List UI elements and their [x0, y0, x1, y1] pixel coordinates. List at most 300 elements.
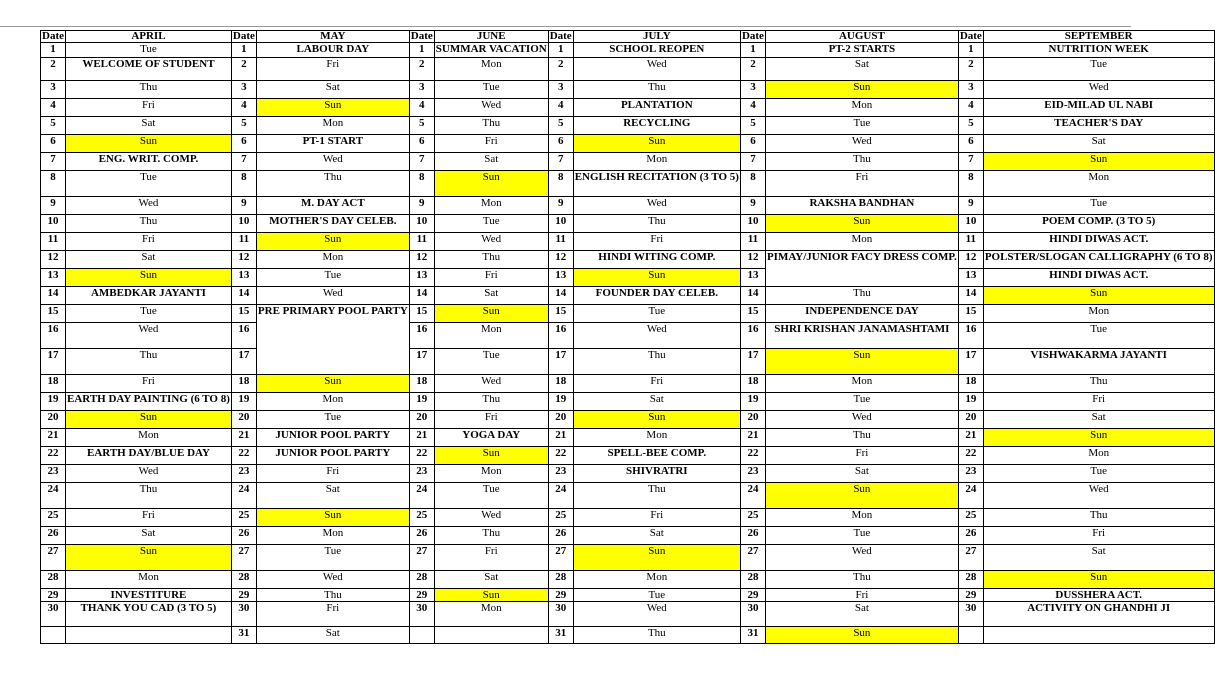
date-cell: 12	[740, 251, 765, 269]
date-cell: 15	[740, 305, 765, 323]
weekday-cell: Thu	[256, 171, 409, 197]
sunday-highlight-cell: Sun	[573, 269, 740, 287]
weekday-cell: Wed	[434, 233, 548, 251]
sunday-highlight-cell: Sun	[765, 483, 958, 509]
event-cell: SPELL-BEE COMP.	[573, 447, 740, 465]
event-cell: JUNIOR POOL PARTY	[256, 447, 409, 465]
weekday-cell: Fri	[573, 375, 740, 393]
event-cell: YOGA DAY	[434, 429, 548, 447]
date-cell: 15	[958, 305, 983, 323]
month-header-april: APRIL	[66, 31, 232, 43]
calendar-row	[41, 43, 1215, 58]
weekday-cell: Tue	[256, 411, 409, 429]
date-cell: 1	[548, 43, 573, 58]
date-cell: 4	[409, 99, 434, 117]
event-cell: POLSTER/SLOGAN CALLIGRAPHY (6 TO 8)	[983, 251, 1214, 269]
weekday-cell: Thu	[765, 287, 958, 305]
date-cell: 13	[409, 269, 434, 287]
date-cell: 7	[231, 153, 256, 171]
date-cell: 23	[958, 465, 983, 483]
date-cell: 25	[740, 509, 765, 527]
date-cell: 8	[740, 171, 765, 197]
calendar-row	[41, 571, 1215, 589]
sunday-highlight-cell: Sun	[983, 287, 1214, 305]
date-cell: 10	[409, 215, 434, 233]
date-cell: 15	[231, 305, 256, 323]
weekday-cell: Tue	[434, 483, 548, 509]
date-cell: 4	[740, 99, 765, 117]
date-cell: 8	[231, 171, 256, 197]
date-cell: 26	[409, 527, 434, 545]
weekday-cell: Wed	[983, 483, 1214, 509]
weekday-cell: Fri	[983, 527, 1214, 545]
weekday-cell: Tue	[983, 323, 1214, 349]
date-cell: 6	[548, 135, 573, 153]
date-cell: 31	[231, 627, 256, 644]
weekday-cell: Sat	[434, 153, 548, 171]
date-cell: 14	[740, 287, 765, 305]
school-calendar-table	[40, 30, 1215, 644]
date-cell: 16	[958, 323, 983, 349]
calendar-row	[41, 483, 1215, 509]
weekday-cell: Sat	[434, 571, 548, 589]
weekday-cell: Wed	[256, 287, 409, 305]
weekday-cell: Wed	[983, 81, 1214, 99]
event-cell: JUNIOR POOL PARTY	[256, 429, 409, 447]
calendar-row	[41, 269, 1215, 287]
date-cell: 21	[958, 429, 983, 447]
date-cell: 21	[548, 429, 573, 447]
calendar-row	[41, 153, 1215, 171]
weekday-cell: Thu	[573, 81, 740, 99]
weekday-cell: Thu	[983, 509, 1214, 527]
calendar-row	[41, 99, 1215, 117]
calendar-row	[41, 627, 1215, 644]
date-cell: 29	[958, 589, 983, 602]
event-cell: TEACHER'S DAY	[983, 117, 1214, 135]
date-header: Date	[549, 30, 572, 42]
date-cell: 5	[231, 117, 256, 135]
event-cell: M. DAY ACT	[256, 197, 409, 215]
date-cell: 4	[41, 99, 66, 117]
weekday-cell: Fri	[765, 171, 958, 197]
sunday-highlight-cell: Sun	[256, 509, 409, 527]
month-header-august: AUGUST	[765, 31, 958, 43]
date-cell: 15	[409, 305, 434, 323]
event-cell: HINDI DIWAS ACT.	[983, 233, 1214, 251]
date-cell: 10	[231, 215, 256, 233]
calendar-row	[41, 233, 1215, 251]
date-cell: 30	[409, 602, 434, 627]
weekday-cell: Wed	[765, 545, 958, 571]
date-cell: 20	[548, 411, 573, 429]
date-cell: 4	[231, 99, 256, 117]
date-cell: 16	[740, 323, 765, 349]
event-cell: INVESTITURE	[66, 589, 232, 602]
weekday-cell: Thu	[66, 81, 232, 99]
calendar-row	[41, 589, 1215, 602]
weekday-cell: Fri	[434, 411, 548, 429]
event-cell: PLANTATION	[573, 99, 740, 117]
weekday-cell: Mon	[434, 323, 548, 349]
date-cell: 25	[231, 509, 256, 527]
calendar-row	[41, 602, 1215, 627]
calendar-row	[41, 117, 1215, 135]
weekday-cell: Wed	[765, 411, 958, 429]
date-cell: 21	[409, 429, 434, 447]
date-cell: 17	[740, 349, 765, 375]
weekday-cell: Wed	[573, 323, 740, 349]
date-cell: 23	[740, 465, 765, 483]
date-cell: 27	[41, 545, 66, 571]
weekday-cell: Thu	[434, 251, 548, 269]
weekday-cell: Mon	[434, 465, 548, 483]
weekday-cell: Tue	[983, 58, 1214, 81]
date-cell: 26	[548, 527, 573, 545]
weekday-cell: Thu	[66, 215, 232, 233]
date-cell: 20	[958, 411, 983, 429]
date-cell: 20	[41, 411, 66, 429]
date-cell: 16	[409, 323, 434, 349]
weekday-cell: Thu	[765, 429, 958, 447]
date-cell: 19	[548, 393, 573, 411]
weekday-cell: Fri	[66, 99, 232, 117]
date-cell: 7	[409, 153, 434, 171]
weekday-cell: Tue	[983, 197, 1214, 215]
date-cell: 4	[958, 99, 983, 117]
sunday-highlight-cell: Sun	[66, 135, 232, 153]
date-cell: 11	[740, 233, 765, 251]
event-cell: HINDI WITING COMP.	[573, 251, 740, 269]
date-cell: 28	[41, 571, 66, 589]
date-cell: 26	[41, 527, 66, 545]
date-cell: 28	[231, 571, 256, 589]
date-cell: 6	[958, 135, 983, 153]
month-header-september: SEPTEMBER	[983, 31, 1214, 43]
date-cell: 28	[958, 571, 983, 589]
weekday-cell: Tue	[66, 171, 232, 197]
weekday-cell: Fri	[256, 58, 409, 81]
date-cell: 26	[740, 527, 765, 545]
date-cell: 11	[231, 233, 256, 251]
date-cell: 22	[41, 447, 66, 465]
date-cell: 30	[41, 602, 66, 627]
weekday-cell: Thu	[573, 627, 740, 644]
weekday-cell: Wed	[66, 323, 232, 349]
event-cell: PT-2 STARTS	[765, 43, 958, 58]
date-cell: 22	[231, 447, 256, 465]
event-cell: EARTH DAY PAINTING (6 TO 8)	[66, 393, 232, 411]
weekday-cell: Thu	[434, 117, 548, 135]
weekday-cell: Sat	[983, 545, 1214, 571]
weekday-cell: Tue	[66, 305, 232, 323]
date-cell: 26	[958, 527, 983, 545]
month-header-june: JUNE	[434, 31, 548, 43]
month-header-may: MAY	[256, 31, 409, 43]
date-cell: 1	[231, 43, 256, 58]
weekday-cell: Fri	[983, 393, 1214, 411]
date-cell: 15	[548, 305, 573, 323]
sunday-highlight-cell: Sun	[765, 81, 958, 99]
sunday-highlight-cell: Sun	[765, 627, 958, 644]
date-cell: 7	[958, 153, 983, 171]
date-cell: 2	[548, 58, 573, 81]
date-cell: 7	[548, 153, 573, 171]
date-cell: 29	[740, 589, 765, 602]
weekday-cell: Wed	[66, 465, 232, 483]
date-cell: 27	[409, 545, 434, 571]
date-cell: 3	[409, 81, 434, 99]
date-cell: 1	[740, 43, 765, 58]
date-cell: 13	[958, 269, 983, 287]
date-cell: 27	[958, 545, 983, 571]
date-cell: 18	[231, 375, 256, 393]
weekday-cell: Sat	[66, 527, 232, 545]
weekday-cell: Tue	[765, 117, 958, 135]
date-cell: 20	[740, 411, 765, 429]
date-cell: 6	[231, 135, 256, 153]
date-cell: 3	[231, 81, 256, 99]
event-cell: THANK YOU CAD (3 TO 5)	[66, 602, 232, 627]
weekday-cell: Sat	[765, 465, 958, 483]
sunday-highlight-cell: Sun	[765, 215, 958, 233]
date-cell: 26	[231, 527, 256, 545]
date-cell: 9	[740, 197, 765, 215]
date-cell: 18	[41, 375, 66, 393]
event-cell: AMBEDKAR JAYANTI	[66, 287, 232, 305]
date-cell: 29	[548, 589, 573, 602]
date-cell: 17	[548, 349, 573, 375]
event-cell: EID-MILAD UL NABI	[983, 99, 1214, 117]
month-header-july: JULY	[573, 31, 740, 43]
date-cell: 13	[231, 269, 256, 287]
date-cell: 9	[409, 197, 434, 215]
date-cell: 23	[409, 465, 434, 483]
date-cell: 9	[41, 197, 66, 215]
event-cell: PT-1 START	[256, 135, 409, 153]
weekday-cell: Tue	[434, 349, 548, 375]
date-cell: 5	[409, 117, 434, 135]
event-cell: PRE PRIMARY POOL PARTY	[256, 305, 409, 375]
weekday-cell: Tue	[983, 465, 1214, 483]
weekday-cell: Sat	[66, 117, 232, 135]
header-row	[41, 31, 1215, 43]
weekday-cell: Fri	[256, 465, 409, 483]
date-header: Date	[959, 30, 982, 42]
weekday-cell: Tue	[256, 545, 409, 571]
event-cell: MOTHER'S DAY CELEB.	[256, 215, 409, 233]
date-cell: 12	[958, 251, 983, 269]
weekday-cell: Sat	[573, 393, 740, 411]
date-cell: 2	[41, 58, 66, 81]
sunday-highlight-cell: Sun	[765, 349, 958, 375]
calendar-row	[41, 527, 1215, 545]
sunday-highlight-cell: Sun	[983, 571, 1214, 589]
weekday-cell: Wed	[434, 99, 548, 117]
date-cell: 22	[548, 447, 573, 465]
date-cell: 3	[41, 81, 66, 99]
date-cell: 19	[740, 393, 765, 411]
date-cell: 24	[548, 483, 573, 509]
weekday-cell: Thu	[573, 215, 740, 233]
date-cell: 11	[548, 233, 573, 251]
sunday-highlight-cell: Sun	[434, 305, 548, 323]
date-cell: 24	[740, 483, 765, 509]
weekday-cell: Mon	[573, 571, 740, 589]
date-cell: 24	[231, 483, 256, 509]
sunday-highlight-cell: Sun	[256, 233, 409, 251]
date-cell: 15	[41, 305, 66, 323]
date-cell: 24	[409, 483, 434, 509]
date-cell: 21	[231, 429, 256, 447]
event-cell: NUTRITION WEEK	[983, 43, 1214, 58]
date-cell: 8	[41, 171, 66, 197]
weekday-cell: Wed	[256, 153, 409, 171]
date-cell: 8	[548, 171, 573, 197]
weekday-cell: Tue	[256, 269, 409, 287]
sunday-highlight-cell: Sun	[983, 429, 1214, 447]
date-cell: 23	[548, 465, 573, 483]
event-cell: LABOUR DAY	[256, 43, 409, 58]
date-cell: 5	[548, 117, 573, 135]
weekday-cell: Wed	[573, 58, 740, 81]
calendar-row	[41, 545, 1215, 571]
date-cell: 13	[548, 269, 573, 287]
weekday-cell: Fri	[434, 545, 548, 571]
date-cell: 14	[958, 287, 983, 305]
date-cell: 2	[958, 58, 983, 81]
event-cell: SHIVRATRI	[573, 465, 740, 483]
date-cell: 5	[958, 117, 983, 135]
weekday-cell: Sat	[765, 58, 958, 81]
event-cell: DUSSHERA ACT.	[983, 589, 1214, 602]
date-cell	[41, 627, 66, 644]
date-cell: 23	[41, 465, 66, 483]
sunday-highlight-cell: Sun	[573, 545, 740, 571]
date-cell: 11	[409, 233, 434, 251]
event-cell: INDEPENDENCE DAY	[765, 305, 958, 323]
date-header: Date	[410, 30, 433, 42]
date-cell: 8	[409, 171, 434, 197]
date-cell: 29	[41, 589, 66, 602]
weekday-cell: Thu	[434, 527, 548, 545]
date-cell: 16	[548, 323, 573, 349]
date-cell: 20	[231, 411, 256, 429]
date-cell: 18	[740, 375, 765, 393]
weekday-cell: Fri	[765, 447, 958, 465]
weekday-cell: Fri	[573, 233, 740, 251]
calendar-row	[41, 509, 1215, 527]
calendar-row	[41, 171, 1215, 197]
date-cell: 21	[740, 429, 765, 447]
date-cell: 28	[740, 571, 765, 589]
date-cell: 19	[409, 393, 434, 411]
date-cell: 11	[41, 233, 66, 251]
date-cell: 5	[41, 117, 66, 135]
weekday-cell: Fri	[66, 233, 232, 251]
date-cell	[409, 627, 434, 644]
date-cell: 12	[409, 251, 434, 269]
event-cell: ENG. WRIT. COMP.	[66, 153, 232, 171]
weekday-cell: Tue	[66, 43, 232, 58]
date-cell: 8	[958, 171, 983, 197]
date-cell: 16	[231, 323, 256, 349]
event-cell: SHRI KRISHAN JANAMASHTAMI	[765, 323, 958, 349]
date-cell: 14	[548, 287, 573, 305]
date-cell: 4	[548, 99, 573, 117]
date-cell: 28	[409, 571, 434, 589]
sunday-highlight-cell: Sun	[434, 171, 548, 197]
weekday-cell: Thu	[256, 589, 409, 602]
sunday-highlight-cell: Sun	[66, 411, 232, 429]
sunday-highlight-cell: Sun	[983, 153, 1214, 171]
date-cell: 7	[740, 153, 765, 171]
date-cell: 19	[41, 393, 66, 411]
event-cell: HINDI DIWAS ACT.	[983, 269, 1214, 287]
date-cell: 10	[41, 215, 66, 233]
weekday-cell: Wed	[434, 509, 548, 527]
date-cell: 19	[958, 393, 983, 411]
weekday-cell: Sat	[256, 627, 409, 644]
calendar-row	[41, 58, 1215, 81]
date-cell: 17	[231, 349, 256, 375]
weekday-cell: Sat	[256, 81, 409, 99]
date-cell: 20	[409, 411, 434, 429]
date-cell: 24	[958, 483, 983, 509]
event-cell: POEM COMP. (3 TO 5)	[983, 215, 1214, 233]
date-cell: 18	[409, 375, 434, 393]
calendar-row	[41, 411, 1215, 429]
date-cell: 10	[958, 215, 983, 233]
weekday-cell: Fri	[256, 602, 409, 627]
date-cell: 12	[41, 251, 66, 269]
date-cell: 27	[740, 545, 765, 571]
weekday-cell: Mon	[66, 571, 232, 589]
date-cell: 28	[548, 571, 573, 589]
weekday-cell: Thu	[573, 349, 740, 375]
weekday-cell: Wed	[573, 602, 740, 627]
sunday-highlight-cell: Sun	[256, 99, 409, 117]
weekday-cell: Mon	[765, 509, 958, 527]
date-cell: 14	[231, 287, 256, 305]
weekday-cell: Sat	[983, 135, 1214, 153]
weekday-cell: Thu	[765, 153, 958, 171]
calendar-row	[41, 375, 1215, 393]
date-cell: 5	[740, 117, 765, 135]
weekday-cell: Mon	[765, 375, 958, 393]
date-header: Date	[42, 30, 64, 42]
sunday-highlight-cell: Sun	[573, 411, 740, 429]
weekday-cell: Tue	[765, 527, 958, 545]
calendar-row	[41, 135, 1215, 153]
event-cell: VISHWAKARMA JAYANTI	[983, 349, 1214, 375]
calendar-row	[41, 349, 1215, 375]
event-cell: RECYCLING	[573, 117, 740, 135]
weekday-cell: Sat	[256, 483, 409, 509]
empty-cell	[66, 627, 232, 644]
date-cell: 13	[740, 269, 765, 287]
event-cell: ACTIVITY ON GHANDHI JI	[983, 602, 1214, 627]
date-cell: 14	[409, 287, 434, 305]
weekday-cell: Mon	[256, 393, 409, 411]
calendar-body	[41, 43, 1215, 644]
date-cell: 9	[231, 197, 256, 215]
date-cell: 6	[409, 135, 434, 153]
date-cell: 17	[41, 349, 66, 375]
date-cell: 6	[740, 135, 765, 153]
date-cell: 29	[409, 589, 434, 602]
weekday-cell: Mon	[573, 153, 740, 171]
